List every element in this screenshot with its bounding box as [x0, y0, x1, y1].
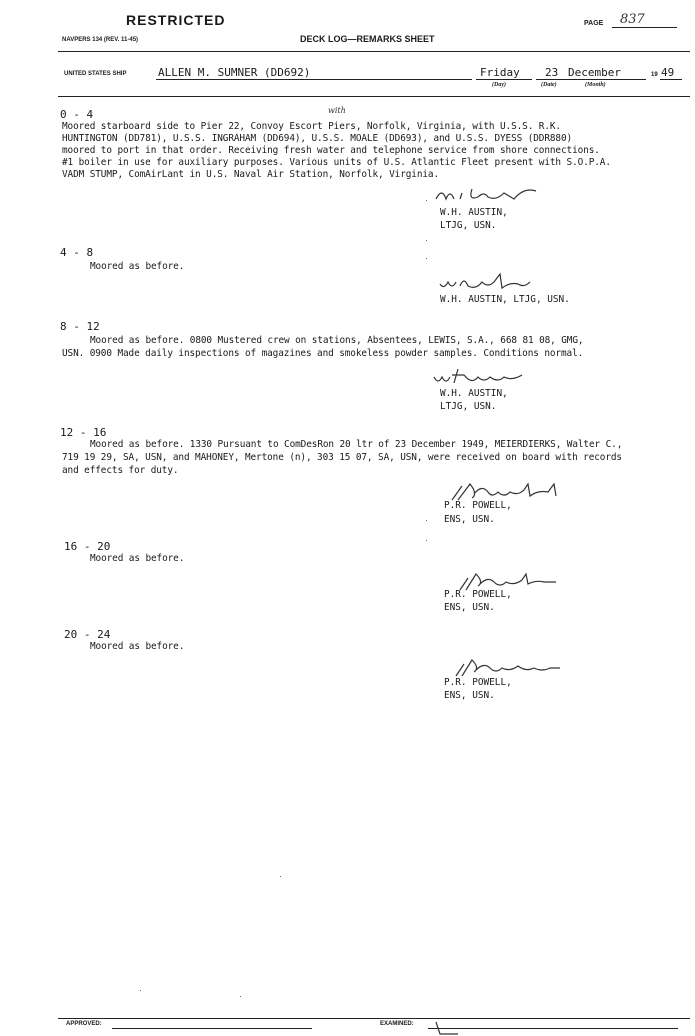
log-line: Moored as before. [90, 553, 185, 564]
log-line: and effects for duty. [62, 465, 179, 476]
date-value: 23 [545, 66, 559, 79]
page-number-line [612, 27, 677, 28]
stray-mark [426, 240, 427, 241]
stray-mark [426, 520, 427, 521]
page-number: 837 [620, 12, 645, 27]
year-value: 49 [661, 66, 675, 79]
day-caption: (Day) [492, 82, 506, 88]
footer-rule [58, 1018, 690, 1019]
year-prefix: 19 [651, 72, 658, 78]
log-line: 719 19 29, SA, USN, and MAHONEY, Mertone (n), 303 15 07, SA, USN, were received on board with records [62, 452, 622, 463]
day-value: Friday [480, 66, 520, 79]
watch-label: 16 - 20 [64, 540, 111, 553]
examined-label: EXAMINED: [380, 1021, 414, 1027]
log-line: Moored as before. [90, 261, 185, 272]
stray-mark [426, 200, 427, 201]
stray-mark [426, 540, 427, 541]
watch-label: 12 - 16 [60, 426, 107, 439]
signature-name: P.R. POWELL, [444, 500, 512, 511]
date-caption: (Date) [541, 82, 557, 88]
log-line: moored to port in that order. Receiving fresh water and telephone service from shore connections. [62, 145, 600, 156]
log-line: VADM STUMP, ComAirLant in U.S. Naval Air Station, Norfolk, Virginia. [62, 169, 440, 180]
date-line [536, 79, 568, 80]
month-caption: (Month) [585, 82, 606, 88]
approved-label: APPROVED: [66, 1021, 102, 1027]
handwritten-signature [436, 270, 536, 294]
handwritten-insertion: with [328, 106, 346, 115]
signature-rank: LTJG, USN. [440, 220, 497, 231]
month-value: December [568, 66, 621, 79]
log-line: Moored as before. [90, 641, 185, 652]
ship-label: UNITED STATES SHIP [64, 71, 127, 77]
signature-rank: ENS, USN. [444, 602, 495, 613]
signature-rank: ENS, USN. [444, 690, 495, 701]
year-line [660, 79, 682, 80]
watch-label: 20 - 24 [64, 628, 111, 641]
watch-label: 8 - 12 [60, 320, 100, 333]
handwritten-signature [430, 365, 530, 389]
watch-label: 0 - 4 [60, 108, 94, 121]
log-line: HUNTINGTON (DD781), U.S.S. INGRAHAM (DD694), U.S.S. MOALE (DD693), and U.S.S. DYESS (DDR880) [62, 133, 573, 144]
examined-line [428, 1028, 678, 1029]
check-mark [432, 1020, 462, 1036]
signature-rank: LTJG, USN. [440, 401, 497, 412]
sheet-title: DECK LOG—REMARKS SHEET [300, 34, 435, 44]
day-line [476, 79, 532, 80]
handwritten-signature [432, 183, 552, 209]
stray-mark [140, 990, 141, 991]
page-label: PAGE [584, 20, 604, 27]
signature-rank: ENS, USN. [444, 514, 495, 525]
stray-mark [280, 876, 281, 877]
log-line: Moored as before. 0800 Mustered crew on stations, Absentees, LEWIS, S.A., 668 81 08, GMG, [90, 335, 584, 346]
signature-name: W.H. AUSTIN, [440, 207, 508, 218]
log-line: #1 boiler in use for auxiliary purposes. Various units of U.S. Atlantic Fleet present with S.O.P.A. [62, 157, 611, 168]
month-line [566, 79, 646, 80]
approved-line [112, 1028, 312, 1029]
log-line: USN. 0900 Made daily inspections of magazines and smokeless powder samples. Conditions normal. [62, 348, 584, 359]
ship-name: ALLEN M. SUMNER (DD692) [158, 66, 311, 79]
log-line: Moored starboard side to Pier 22, Convoy Escort Piers, Norfolk, Virginia, with U.S.S. R.K. [62, 121, 561, 132]
watch-label: 4 - 8 [60, 246, 94, 259]
log-line: Moored as before. 1330 Pursuant to ComDesRon 20 ltr of 23 December 1949, MEIERDIERKS, Walter C., [90, 439, 623, 450]
stray-mark [426, 258, 427, 259]
signature-name: P.R. POWELL, [444, 589, 512, 600]
header-rule [58, 51, 690, 52]
signature-name: P.R. POWELL, [444, 677, 512, 688]
stray-mark [240, 996, 241, 997]
ship-name-line [156, 79, 472, 80]
signature-name: W.H. AUSTIN, LTJG, USN. [440, 294, 570, 305]
form-number: NAVPERS 134 (REV. 11-45) [62, 37, 139, 43]
header-bottom-rule [58, 96, 690, 97]
signature-name: W.H. AUSTIN, [440, 388, 508, 399]
classification-marking: RESTRICTED [126, 12, 226, 28]
